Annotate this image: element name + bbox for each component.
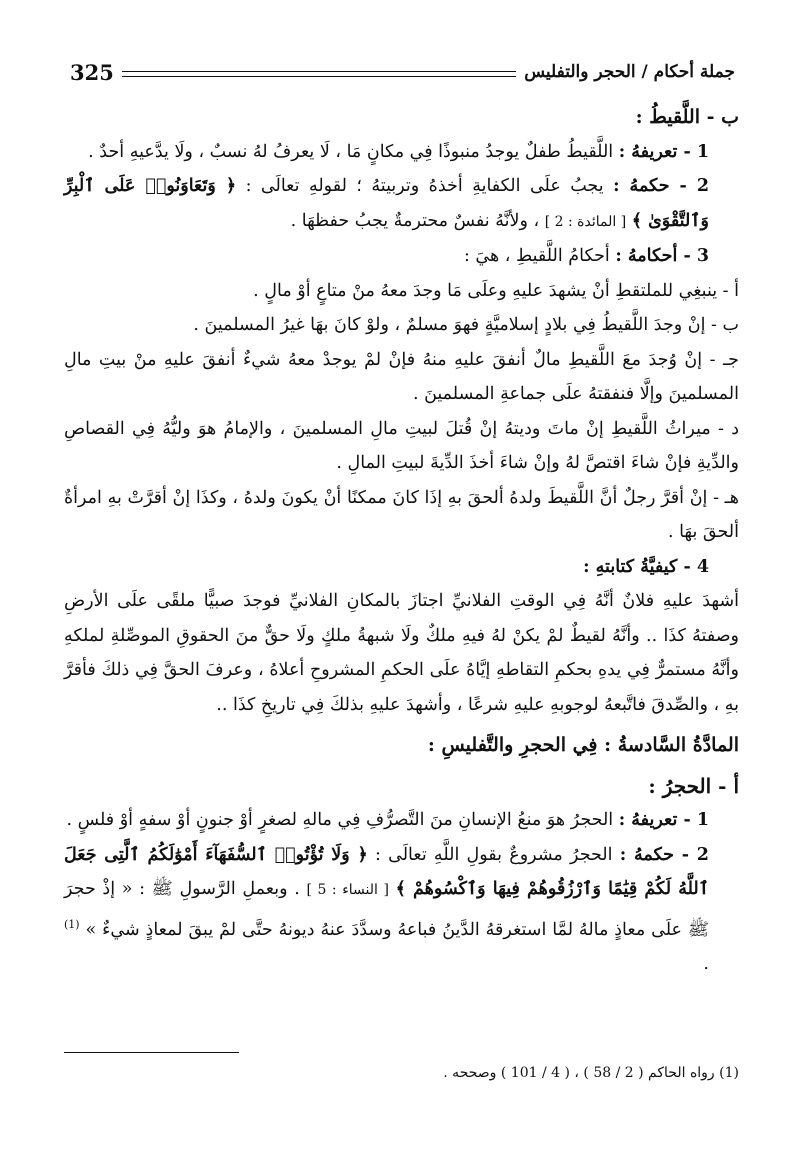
article-heading: المادَّةُ السَّادسةُ : فِي الحجرِ والتَّفليسِ : — [427, 734, 739, 756]
list-item-a: أ - ينبغِي للملتقطِ أنْ يشهدَ عليهِ وعلَى مَا وجدَ معهُ منْ متاعٍ أوْ مالٍ . — [253, 280, 739, 301]
laqit-writing-heading — [64, 550, 739, 585]
page-body — [64, 100, 739, 981]
verse-reference: [ النساء : 5 ] — [306, 882, 389, 898]
hajr-ruling — [64, 838, 739, 982]
laqit-definition-label: 1 - تعريفهُ : — [618, 141, 709, 162]
running-title: جملة أحكام / الحجر والتفليس — [524, 62, 735, 82]
laqit-ruling-label: 2 - حكمهُ : — [613, 176, 709, 196]
laqit-rules-text: أحكامُ اللَّقيطِ ، هيَ : — [463, 246, 610, 266]
laqit-ruling — [64, 169, 739, 239]
laqit-rules-intro — [64, 239, 739, 274]
laqit-ruling-text-cont: ، ولأنَّهُ نفسٌ محترمةٌ يجبُ حفظهَا . — [290, 210, 540, 231]
laqit-definition — [64, 135, 739, 170]
page-header — [70, 55, 735, 89]
laqit-writing-label: 4 - كيفيَّةُ كتابتهِ : — [583, 556, 709, 577]
laqit-ruling-text: يجبُ علَى الكفايةِ أخذهُ وتربيتهُ ؛ لقولهِ تعالَى : — [245, 176, 604, 196]
verse-reference: [ المائدة : 2 ] — [544, 213, 627, 230]
hajr-definition-text: الحجرُ هوَ منعُ الإنسانِ منَ التَّصرُّفِ فِي مالهِ لصغرٍ أوْ جنونٍ أوْ سفهٍ أوْ فلسٍ . — [66, 810, 614, 830]
page-number: 325 — [70, 59, 114, 85]
sentence-end: . — [703, 953, 709, 974]
hajr-definition — [64, 803, 739, 838]
hajr-ruling-text-cont: . وبعملِ الرَّسولِ ﷺ : « إذْ حجرَ ﷺ علَى معاذٍ مالهُ لمَّا استغرقهُ الدَّينُ فباعهُ وسدَّدَ عنهُ ديونهُ حتَّى لمْ يبقَ لمعاذٍ شيءٌ » — [64, 879, 709, 940]
footnote-marker[interactable]: (1) — [64, 917, 80, 931]
laqit-definition-text: اللَّقيطُ طفلٌ يوجدُ منبوذًا فِي مكانٍ مَا ، لَا يعرفُ لهُ نسبٌ ، ولَا يدَّعيهِ أحدٌ . — [88, 141, 614, 162]
list-item-c: جـ - إنْ وُجدَ معَ اللَّقيطِ مالٌ أنفقَ عليهِ منهُ فإنْ لمْ يوجدْ معهُ شيءٌ أنفقَ عليهِ منْ بيتِ مالِ المسلمينَ وإلَّا فنفقتهُ علَى جماعةِ المسلمينَ . — [64, 349, 739, 404]
list-item-e: هـ - إنْ أقرَّ رجلٌ أنَّ اللَّقيطَ ولدهُ ألحقَ بهِ إذَا كانَ ممكنًا أنْ يكونَ ولدهُ ، وكذَا إنْ أقرَّتْ بهِ امرأةٌ ألحقَ بهَا . — [64, 487, 739, 542]
footnote-rule — [64, 1052, 239, 1053]
laqit-writing-text: أشهدَ عليهِ فلانٌ أنَّهُ فِي الوقتِ الفلانيِّ اجتازَ بالمكانِ الفلانيِّ فوجدَ صبيًّا ملقًى علَى الأرضِ وصفتهُ كذَا .. وأنَّهُ لقيطٌ لمْ يكنْ لهُ فيهِ ملكٌ ولَا شبهةُ ملكٍ ولَا حقٌّ منَ الحقوقِ الموصِّلةِ لملكهِ وأنَّهُ مستمرٌّ فِي يدهِ بحكمِ التقاطهِ إيَّاهُ علَى الحكمِ المشروحِ أعلاهُ ، وعرفَ الحقَّ فِي ذلكَ فأقرَّ بهِ ، والصِّدقَ فاتَّبعهُ لوجوبهِ عليهِ شرعًا ، وأشهدَ عليهِ بذلكَ فِي تاريخِ كذَا .. — [64, 591, 739, 715]
footnote: (1) رواه الحاكم ( 2 / 58 ) ، ( 4 / 101 ) وصححه . — [443, 1065, 739, 1081]
list-item-b: ب - إنْ وجدَ اللَّقيطُ فِي بلادٍ إسلاميَّةٍ فهوَ مسلمٌ ، ولوْ كانَ بهَا غيرُ المسلمينَ . — [193, 315, 739, 335]
quran-verse: ﴿ وَلَا تُؤْتُوا۟ ٱلسُّفَهَآءَ أَمْوَٰلَكُمُ ٱلَّتِى جَعَلَ ٱللَّهُ لَكُمْ قِيَٰمًا وَٱرْزُقُوهُمْ فِيهَا وَٱكْسُوهُمْ ﴾ — [64, 844, 709, 899]
quran-verse: ﴿ وَتَعَاوَنُوا۟ عَلَى ٱلْبِرِّ وَٱلتَّقْوَىٰ ﴾ — [64, 176, 709, 231]
section-heading-laqit: ب - اللَّقيطُ : — [635, 106, 739, 128]
hajr-definition-label: 1 - تعريفهُ : — [618, 810, 709, 830]
section-heading-hajr: أ - الحجرُ : — [648, 773, 739, 798]
laqit-rules-label: 3 - أحكامهُ : — [615, 246, 709, 266]
hajr-ruling-text: الحجرُ مشروعٌ بقولِ اللَّهِ تعالَى : — [374, 844, 613, 865]
header-rule — [122, 71, 516, 77]
list-item-d: د - ميراثُ اللَّقيطِ إنْ ماتَ وديتهُ إنْ قُتلَ لبيتِ مالِ المسلمينَ ، والإمامُ هوَ وليُّهُ فِي القصاصِ والدِّيةِ فإنْ شاءَ اقتصَّ لهُ وإنْ شاءَ أخذَ الدِّيةَ لبيتِ المالِ . — [64, 418, 739, 473]
hajr-ruling-label: 2 - حكمهُ : — [619, 844, 709, 865]
